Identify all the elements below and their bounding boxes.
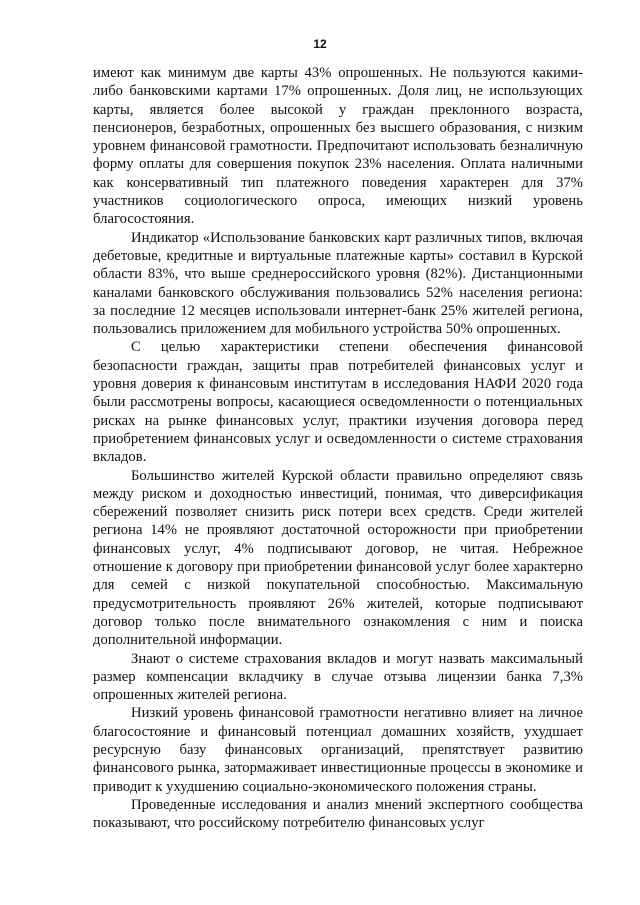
paragraph-4: Большинство жителей Курской области правильно определяют связь между риском и доходностью инвестиций, понимая, что диверсификация сбережений позволяет снизить риск потери всех средств. Среди жителей региона 14% не проявляют достаточной осторожности при приобретении финансовых услуг, 4% подписывают договор, не читая. Небрежное отношение к договору при приобретении финансовой услуг более характерно для семей с низкой покупательной способностью. Максимальную предусмотрительность проявляют 26% жителей, которые подписывают договор только после внимательного ознакомления с ним и поиска дополнительной информации. [93, 467, 583, 649]
page-number: 12 [313, 37, 327, 51]
paragraph-5: Знают о системе страхования вкладов и могут назвать максимальный размер компенсации вкладчику в случае отзыва лицензии банка 7,3% опрошенных жителей региона. [93, 650, 583, 704]
page-body [93, 64, 583, 832]
paragraph-2: Индикатор «Использование банковских карт различных типов, включая дебетовые, кредитные и виртуальные платежные карты» составил в Курской области 83%, что выше среднероссийского уровня (82%). Дистанционными каналами банковского обслуживания пользовались 52% населения региона: за последние 12 месяцев использовали интернет-банк 25% жителей региона, пользовались приложением для мобильного устройства 50% опрошенных. [93, 229, 583, 338]
paragraph-1: имеют как минимум две карты 43% опрошенных. Не пользуются какими-либо банковскими картами 17% опрошенных. Доля лиц, не использующих карты, является более высокой у граждан преклонного возраста, пенсионеров, безработных, опрошенных без высшего образования, с низким уровнем финансовой грамотности. Предпочитают использовать безналичную форму оплаты для совершения покупок 23% населения. Оплата наличными как консервативный тип платежного поведения характерен для 37% участников социологического опроса, имеющих низкий уровень благосостояния. [93, 65, 583, 228]
paragraph-7: Проведенные исследования и анализ мнений экспертного сообщества показывают, что российскому потребителю финансовых услуг [93, 796, 583, 832]
paragraph-3: С целью характеристики степени обеспечения финансовой безопасности граждан, защиты прав потребителей финансовых услуг и уровня доверия к финансовым институтам в исследования НАФИ 2020 года были рассмотрены вопросы, касающиеся осведомленности о потенциальных рисках на рынке финансовых услуг, практики изучения договора перед приобретением финансовых услуг и осведомленности о системе страхования вкладов. [93, 339, 583, 466]
paragraph-6: Низкий уровень финансовой грамотности негативно влияет на личное благосостояние и финансовый потенциал домашних хозяйств, ухудшает ресурсную базу финансовых организаций, препятствует развитию финансового рынка, затормаживает инвестиционные процессы в экономике и приводит к ухудшению социально-экономического положения страны. [93, 705, 583, 795]
